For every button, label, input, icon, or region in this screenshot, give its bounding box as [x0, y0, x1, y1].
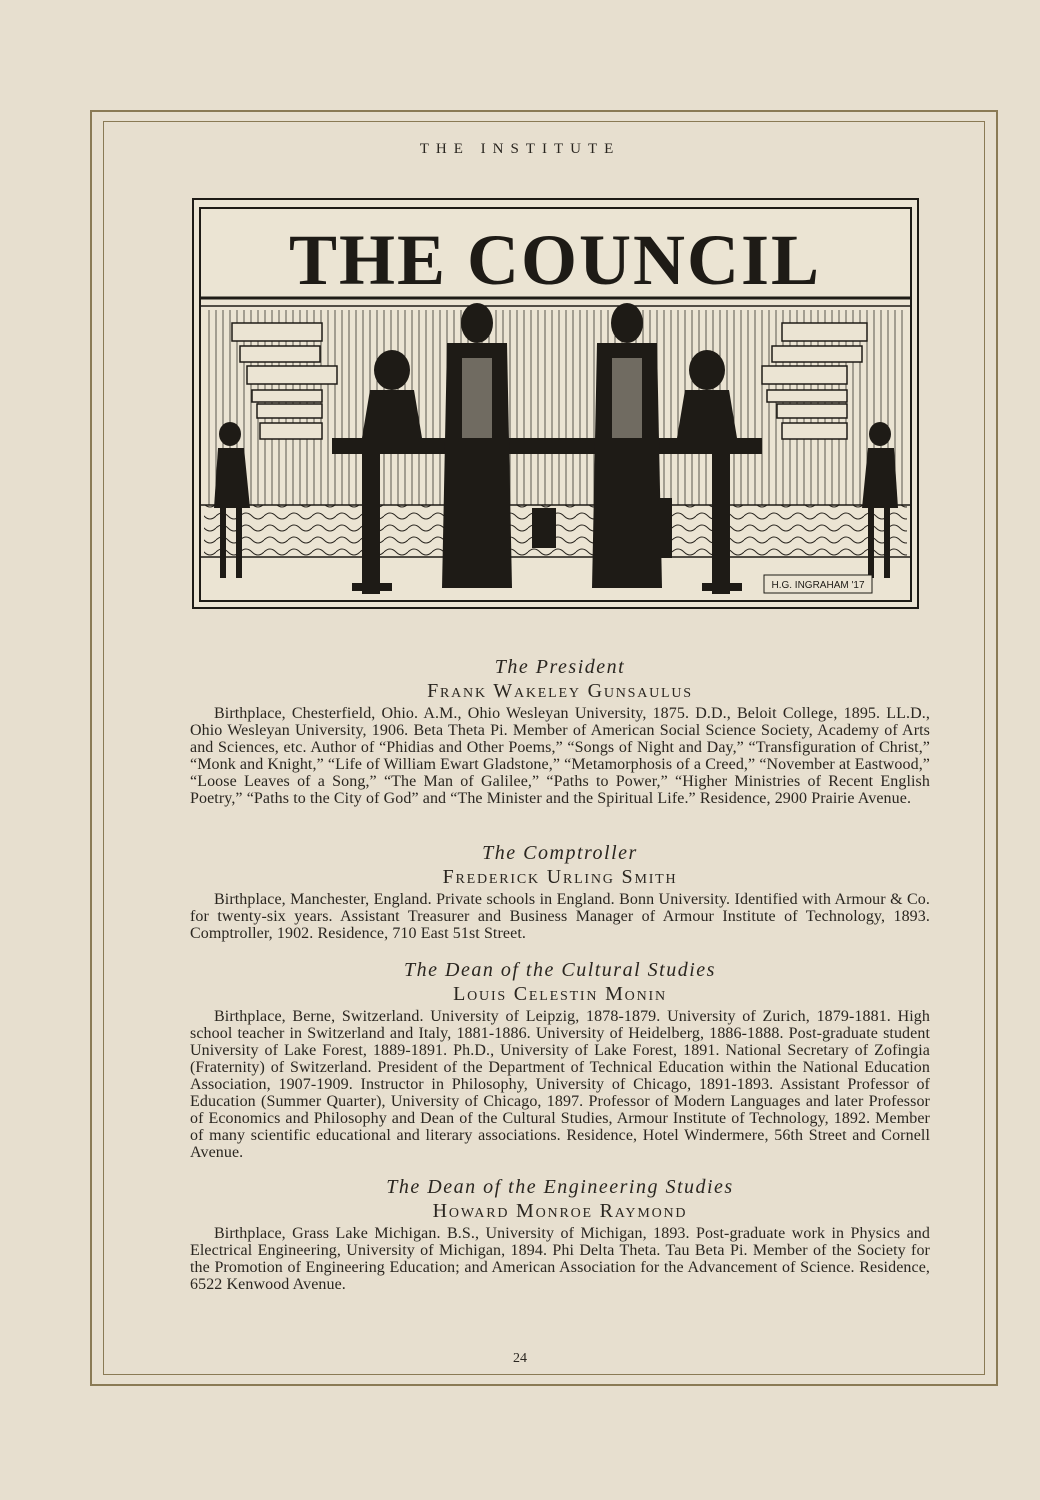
- section-bio: Birthplace, Berne, Switzerland. University of Leipzig, 1878-1879. University of Zurich, 1879-1881. High school teacher in Switzerland and Italy, 1881-1886. University of Heidelberg, 1886-1888. Post-graduate student University of Lake Forest, 1889-1891. Ph.D., University of Lake Forest, 1891. National Secretary of Zofingia (Fraternity) of Switzerland. President of the Department of Technical Education within the National Education Association, 1907-1909. Instructor in Philosophy, University of Chicago, 1891-1893. Assistant Professor of Education (Summer Quarter), University of Chicago, 1897. Professor of Modern Languages and later Professor of Economics and Philosophy and Dean of the Cultural Studies, Armour Institute of Technology, 1892. Member of many scientific educational and literary associations. Residence, Hotel Windermere, 56th Street and Cornell Avenue.: [190, 1008, 930, 1161]
- engineering-dean-section: [190, 1175, 930, 1293]
- section-name: Howard Monroe Raymond: [432, 1200, 688, 1222]
- page-number: 24: [513, 1351, 527, 1366]
- section-bio: Birthplace, Grass Lake Michigan. B.S., University of Michigan, 1893. Post-graduate work in Physics and Electrical Engineering, University of Michigan, 1894. Phi Delta Theta. Tau Beta Pi. Member of the Society for the Promotion of Engineering Education; and American Association for the Advancement of Science. Residence, 6522 Kenwood Avenue.: [190, 1225, 930, 1293]
- council-illustration: [192, 198, 919, 609]
- banner-title: THE COUNCIL: [288, 220, 822, 300]
- section-role: The President: [494, 656, 626, 678]
- running-header: THE INSTITUTE: [419, 141, 621, 157]
- section-name: Frank Wakeley Gunsaulus: [427, 680, 693, 702]
- section-role: The Comptroller: [482, 842, 638, 864]
- section-name: Frederick Urling Smith: [442, 866, 678, 888]
- cultural-dean-section: [190, 958, 930, 1161]
- artist-signature: H.G. INGRAHAM '17: [771, 580, 865, 591]
- section-bio: Birthplace, Manchester, England. Private schools in England. Bonn University. Identified with Armour & Co. for twenty-six years. Assistant Treasurer and Business Manager of Armour Institute of Technology, 1893. Comptroller, 1902. Residence, 710 East 51st Street.: [190, 891, 930, 942]
- president-section: [190, 655, 930, 807]
- section-name: Louis Celestin Monin: [453, 983, 667, 1005]
- section-role: The Dean of the Cultural Studies: [404, 959, 716, 981]
- comptroller-section: [190, 841, 930, 942]
- section-role: The Dean of the Engineering Studies: [386, 1176, 734, 1198]
- section-bio: Birthplace, Chesterfield, Ohio. A.M., Ohio Wesleyan University, 1875. D.D., Beloit College, 1895. LL.D., Ohio Wesleyan University, 1906. Beta Theta Pi. Member of American Social Science Society, Academy of Arts and Sciences, etc. Author of “Phidias and Other Poems,” “Songs of Night and Day,” “Transfiguration of Christ,” “Monk and Knight,” “Life of William Ewart Gladstone,” “Metamorphosis of a Creed,” “November at Eastwood,” “Loose Leaves of a Song,” “The Man of Galilee,” “Paths to Power,” “Higher Ministries of Recent English Poetry,” “Paths to the City of God” and “The Minister and the Spiritual Life.” Residence, 2900 Prairie Avenue.: [190, 705, 930, 807]
